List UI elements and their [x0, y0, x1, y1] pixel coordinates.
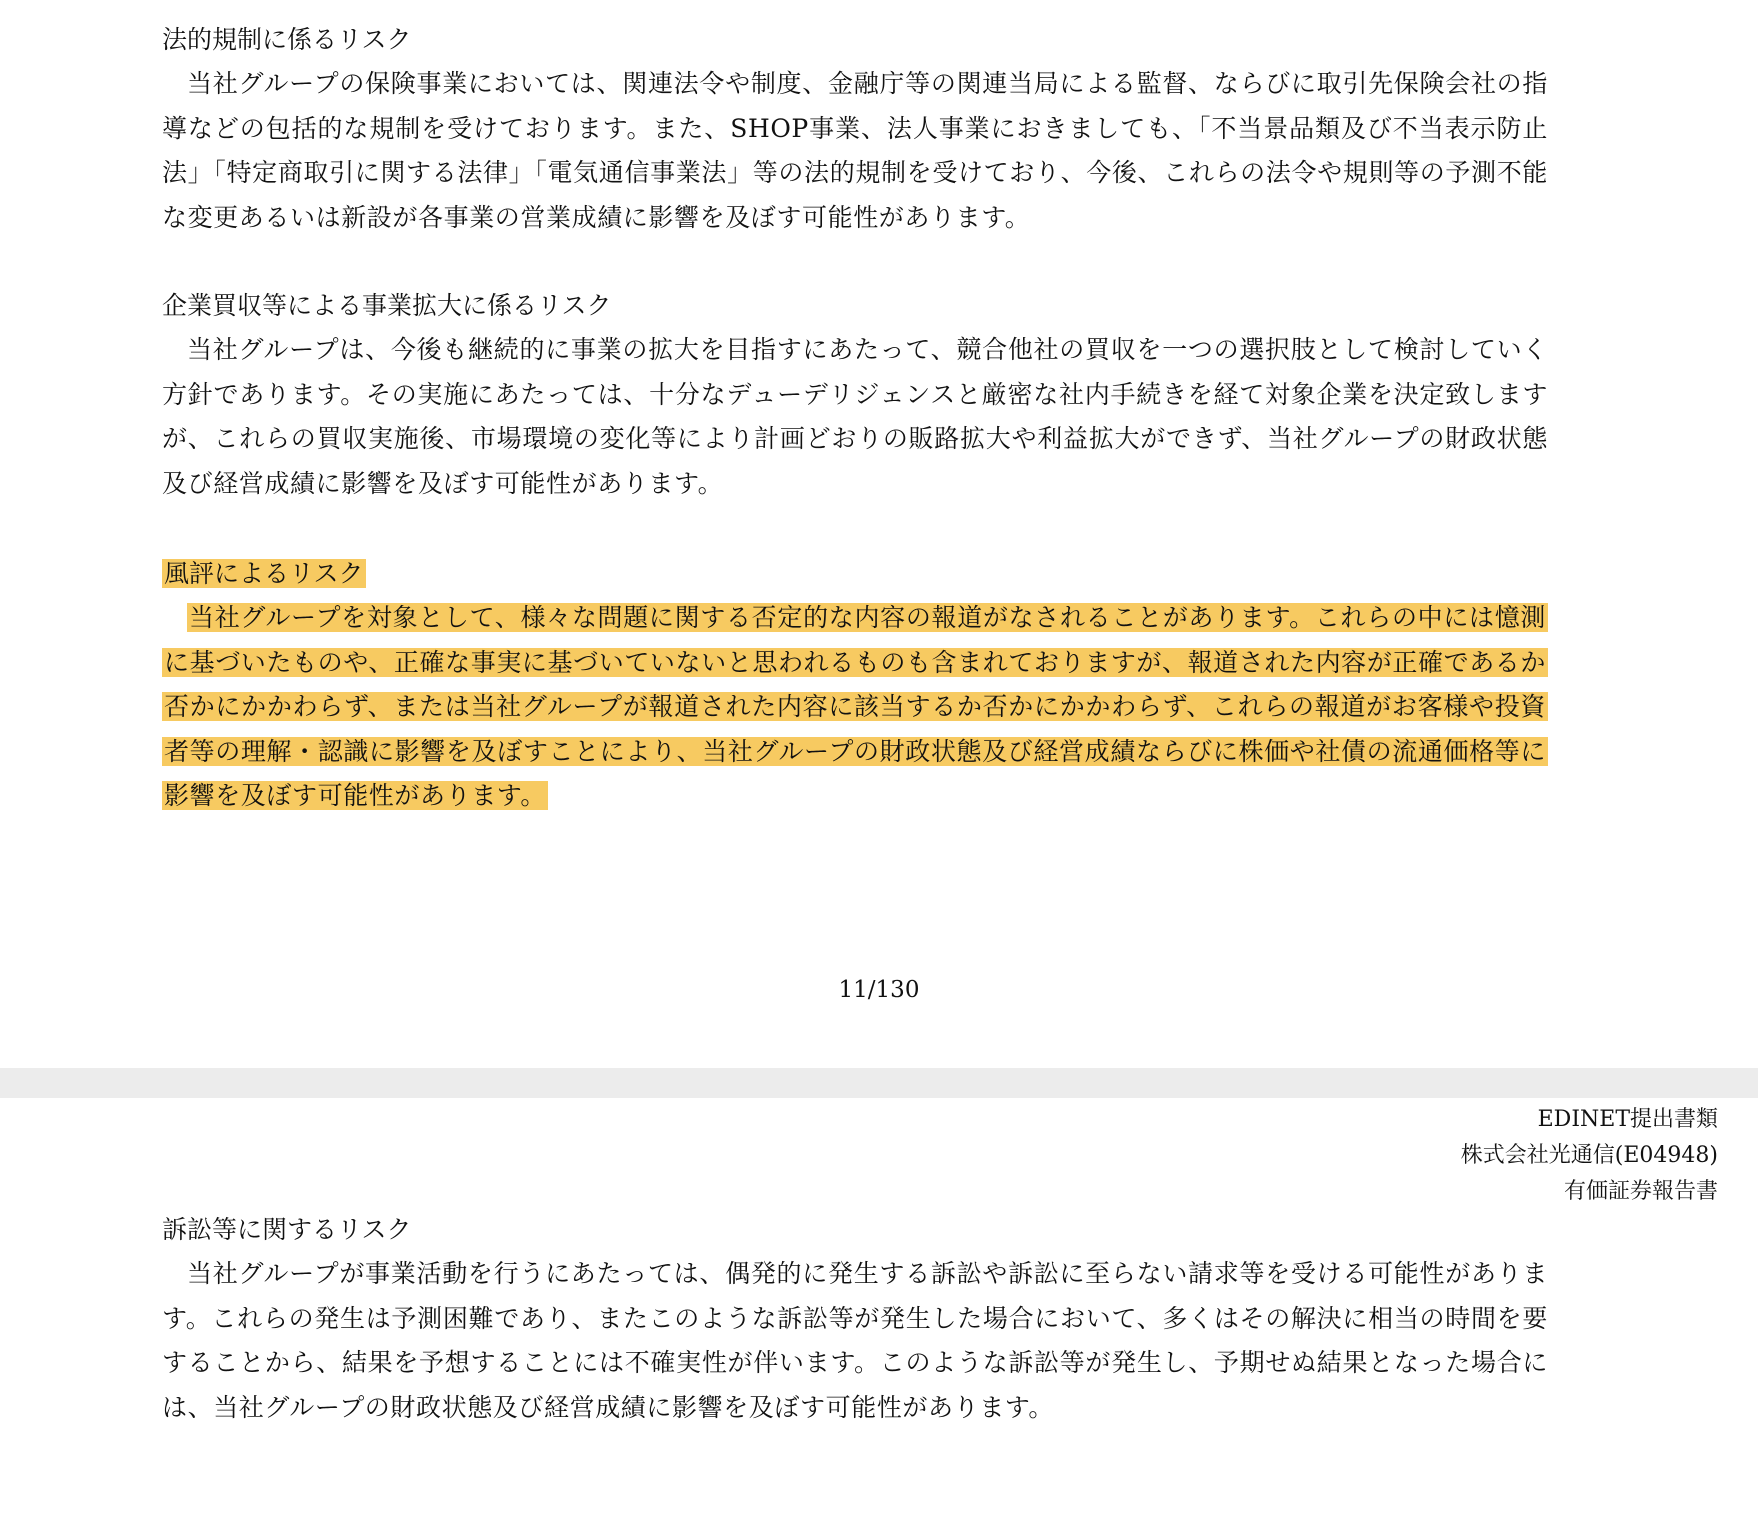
section-heading: 企業買収等による事業拡大に係るリスク [162, 291, 612, 320]
section-heading [162, 552, 1548, 596]
risk-section-acquisition [162, 284, 1548, 506]
section-heading: 法的規制に係るリスク [162, 25, 412, 54]
risk-section-litigation [162, 1208, 1548, 1430]
page-number: 11/130 [838, 977, 920, 1003]
risk-section-legal-regulation [162, 18, 1548, 240]
risk-section-reputation [162, 552, 1548, 819]
section-body: 当社グループは、今後も継続的に事業の拡大を目指すにあたって、競合他社の買収を一つの選択肢として検討していく方針であります。その実施にあたっては、十分なデューデリジェンスと厳密な社内手続きを経て対象企業を決定致しますが、これらの買収実施後、市場環境の変化等により計画どおりの販路拡大や利益拡大ができず、当社グループの財政状態及び経営成績に影響を及ぼす可能性があります。 [162, 335, 1548, 498]
document-header [1461, 1102, 1718, 1210]
section-heading: 訴訟等に関するリスク [162, 1215, 412, 1244]
company-name: 株式会社光通信(E04948) [1460, 1143, 1718, 1168]
edinet-label: EDINET提出書類 [1537, 1107, 1718, 1132]
highlighted-heading: 風評によるリスク [164, 559, 364, 588]
section-body: 当社グループが事業活動を行うにあたっては、偶発的に発生する訴訟や訴訟に至らない請求等を受ける可能性があります。これらの発生は予測困難であり、またこのような訴訟等が発生した場合において、多くはその解決に相当の時間を要することから、結果を予想することには不確実性が伴います。このような訴訟等が発生し、予期せぬ結果となった場合には、当社グループの財政状態及び経営成績に影響を及ぼす可能性があります。 [162, 1259, 1548, 1422]
section-body [162, 596, 1548, 819]
section-body: 当社グループの保険事業においては、関連法令や制度、金融庁等の関連当局による監督、ならびに取引先保険会社の指導などの包括的な規制を受けております。また、SHOP事業、法人事業におきましても、「不当景品類及び不当表示防止法」「特定商取引に関する法律」「電気通信事業法」等の法的規制を受けており、今後、これらの法令や規則等の予測不能な変更あるいは新設が各事業の営業成績に影響を及ぼす可能性があります。 [162, 69, 1548, 232]
highlighted-body: 当社グループを対象として、様々な問題に関する否定的な内容の報道がなされることがあります。これらの中には憶測に基づいたものや、正確な事実に基づいていないと思われるものも含まれておりますが、報道された内容が正確であるか否かにかかわらず、または当社グループが報道された内容に該当するか否かにかかわらず、これらの報道がお客様や投資者等の理解・認識に影響を及ぼすことにより、当社グループの財政状態及び経営成績ならびに株価や社債の流通価格等に影響を及ぼす可能性があります。 [164, 603, 1546, 810]
document-type: 有価証券報告書 [1563, 1179, 1718, 1204]
page-separator [0, 1068, 1758, 1098]
